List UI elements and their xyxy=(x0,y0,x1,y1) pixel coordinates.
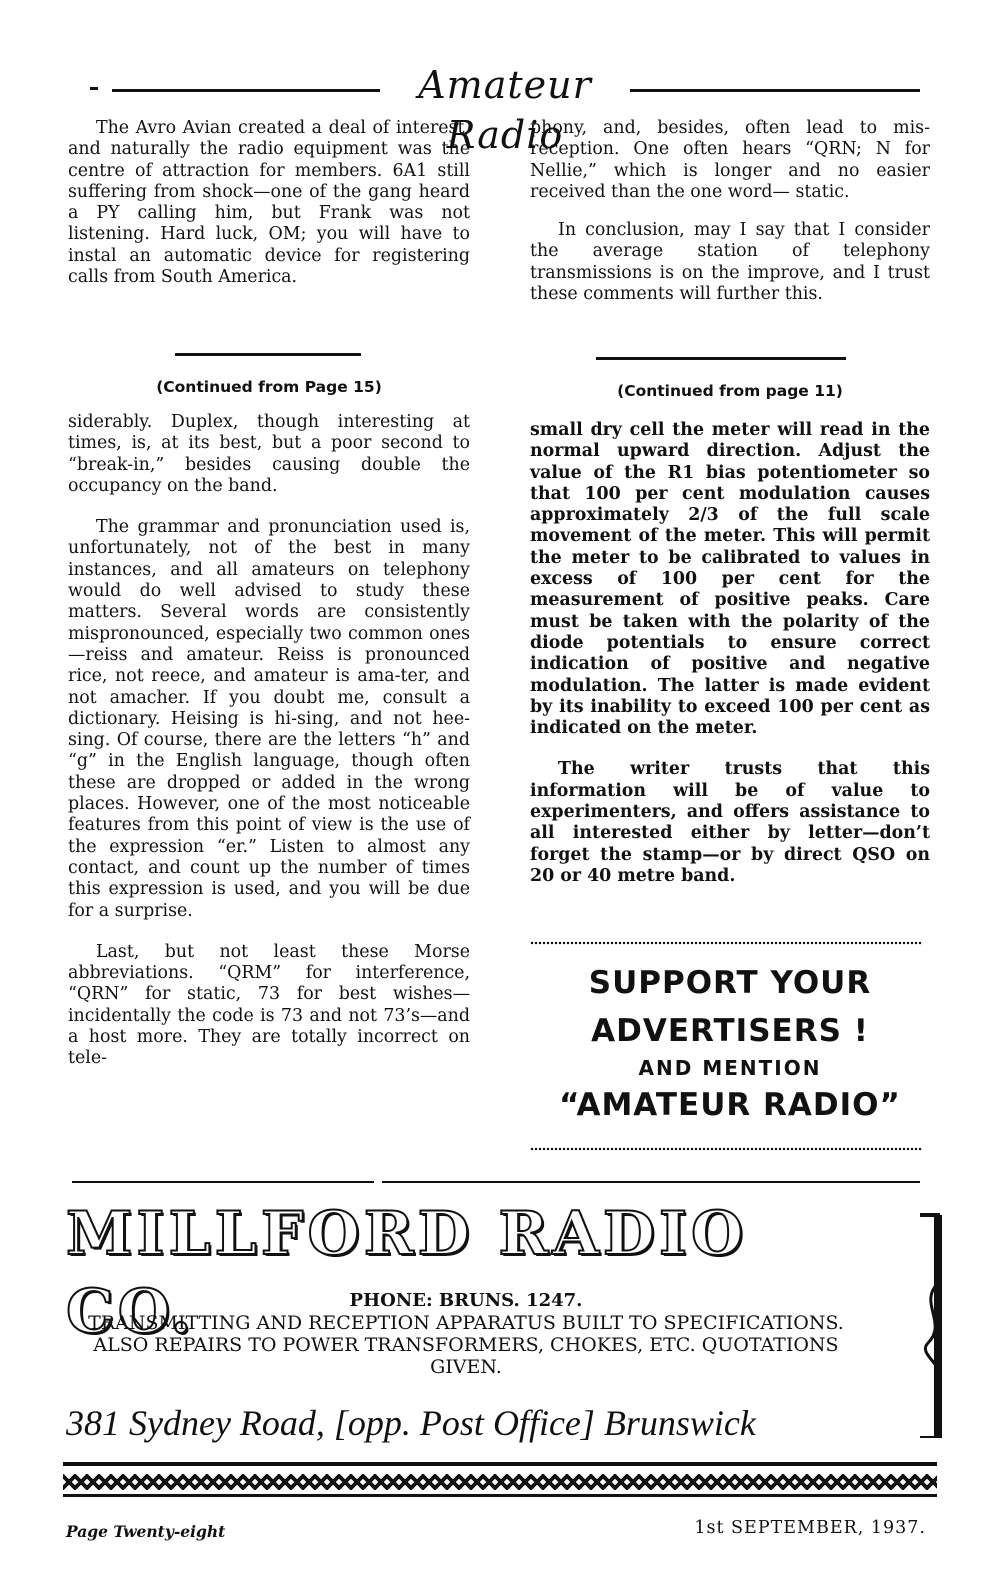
article-paragraph: Last, but not least these Morse abbreviations. “QRM” for interference, “QRN” for static, 73 for best wishes—incidentally the code is 73 and not 73’s—and a host more. They are totally incorrect on tele- xyxy=(68,941,470,1069)
article-paragraph: The grammar and pronunciation used is, unfortunately, not of the best in many instances, and all amateurs on telephony would do well advised to study these matters. Several words are consistently mispronounced, especially two common ones—reiss and amateur. Reiss is pronounced rice, not reece, and amateur is ama-ter, and not amacher. If you doubt me, consult a dictionary. Heising is hi-sing, and not hee-sing. Of course, there are the letters “h” and “g” in the English language, though often these are dropped or added in the wrong places. However, one of the most noticeable features from this point of view is the use of the expression “er.” Listen to almost any contact, and count up the number of times this expression is used, and you will be due for a surprise. xyxy=(68,517,470,921)
article-paragraph: The Avro Avian created a deal of interest, and naturally the radio equipment was the centre of attraction for members. 6A1 still suffering from shock—one of the gang heard a PY calling him, but Frank was not listening. Hard luck, OM; you will have to instal an automatic device for registering calls from South America. xyxy=(68,118,470,288)
issue-date: 1st SEPTEMBER, 1937. xyxy=(694,1518,926,1538)
page-number: Page Twenty-eight xyxy=(66,1522,226,1541)
advert-address: 381 Sydney Road, [opp. Post Office] Brunswick xyxy=(66,1403,756,1443)
bottom-rule xyxy=(63,1462,937,1466)
continued-heading: (Continued from page 11) xyxy=(617,382,843,400)
support-line: SUPPORT YOUR xyxy=(588,965,872,1001)
masthead-dash xyxy=(90,87,98,90)
continued-heading: (Continued from Page 15) xyxy=(156,378,382,396)
right-column-top xyxy=(530,118,930,305)
article-paragraph: phony, and, besides, often lead to mis-reception. One often hears “QRN; N for Nellie,” which is longer and no easier received than the one word— static. xyxy=(530,118,930,202)
bottom-rule xyxy=(63,1494,937,1497)
masthead-rule-right xyxy=(630,89,920,92)
dotted-rule xyxy=(530,1146,922,1152)
left-column-body xyxy=(68,412,470,1070)
support-line: ADVERTISERS ! xyxy=(591,1013,869,1049)
masthead-title: Amateur Radio xyxy=(418,63,592,157)
advert-phone: PHONE: BRUNS. 1247. xyxy=(349,1290,583,1311)
dotted-rule xyxy=(530,940,922,946)
zigzag-border xyxy=(63,1474,937,1490)
support-line: “AMATEUR RADIO” xyxy=(559,1087,901,1123)
separator-line xyxy=(72,1181,374,1183)
support-line: AND MENTION xyxy=(638,1056,822,1080)
article-paragraph: siderably. Duplex, though interesting at times, is, at its best, but a poor second to “break-in,” besides causing double the occupancy on the band. xyxy=(68,412,470,496)
article-paragraph: In conclusion, may I say that I consider the average station of telephony transmissions is on the improve, and I trust these comments will further this. xyxy=(530,220,930,305)
decorative-bracket-icon xyxy=(918,1213,946,1438)
section-divider xyxy=(175,353,361,356)
separator-line xyxy=(382,1181,920,1183)
right-column-body xyxy=(530,420,930,887)
article-paragraph: small dry cell the meter will read in the normal upward direction. Adjust the value of the R1 bias potentiometer so that 100 per cent modulation causes approximately 2/3 of the full scale movement of the meter. This will permit the meter to be calibrated to values in excess of 100 per cent for the measurement of positive peaks. Care must be taken with the polarity of the diode potentials to ensure correct indication of positive and negative modulation. The latter is made evident by its inability to exceed 100 per cent as indicated on the meter. xyxy=(530,420,930,739)
article-paragraph: The writer trusts that this information will be of value to experimenters, and offers assistance to all interested either by letter—don’t forget the stamp—or by direct QSO on 20 or 40 metre band. xyxy=(530,759,930,886)
left-column-top xyxy=(68,118,470,288)
masthead xyxy=(90,60,920,157)
masthead-rule-left xyxy=(112,89,380,92)
advert-company-name: MILLFORD RADIO CO. xyxy=(66,1199,748,1347)
section-divider xyxy=(596,357,846,360)
advert-description: TRANSMITTING AND RECEPTION APPARATUS BUILT TO SPECIFICATIONS. ALSO REPAIRS TO POWER TRANSFORMERS, CHOKES, ETC. QUOTATIONS GIVEN. xyxy=(88,1312,844,1378)
support-advertisers-box xyxy=(530,966,930,1122)
